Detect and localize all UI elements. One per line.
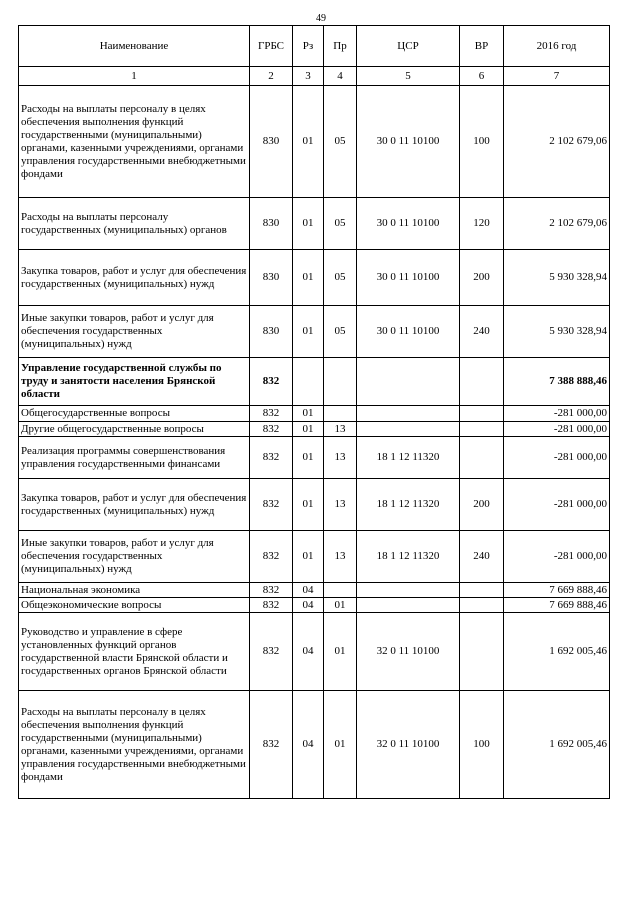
row-grbs: 832	[250, 422, 293, 437]
row-name: Расходы на выплаты персоналу государственных (муниципальных) органов	[19, 198, 250, 250]
row-pr: 13	[324, 479, 357, 531]
row-name: Управление государственной службы по труду и занятости населения Брянской области	[19, 358, 250, 406]
row-csr: 32 0 11 10100	[357, 613, 460, 691]
header-grbs: ГРБС	[250, 26, 293, 67]
table-row	[19, 198, 610, 250]
row-pr: 01	[324, 613, 357, 691]
row-vr: 240	[460, 531, 504, 583]
table-row	[19, 598, 610, 613]
column-number-row	[19, 67, 610, 86]
row-pr	[324, 406, 357, 422]
table-row	[19, 250, 610, 306]
row-csr: 18 1 12 11320	[357, 437, 460, 479]
row-rz: 01	[293, 306, 324, 358]
table-row	[19, 531, 610, 583]
row-vr	[460, 406, 504, 422]
row-rz: 04	[293, 691, 324, 799]
row-amount: -281 000,00	[504, 479, 610, 531]
row-amount: -281 000,00	[504, 406, 610, 422]
row-vr	[460, 613, 504, 691]
column-number: 1	[19, 67, 250, 86]
row-pr: 05	[324, 86, 357, 198]
row-pr: 13	[324, 437, 357, 479]
row-name: Общегосударственные вопросы	[19, 406, 250, 422]
row-grbs: 830	[250, 306, 293, 358]
row-grbs: 832	[250, 406, 293, 422]
row-name: Закупка товаров, работ и услуг для обеспечения государственных (муниципальных) нужд	[19, 250, 250, 306]
table-row	[19, 406, 610, 422]
row-grbs: 830	[250, 198, 293, 250]
column-number: 7	[504, 67, 610, 86]
row-pr: 05	[324, 306, 357, 358]
row-grbs: 832	[250, 598, 293, 613]
row-pr: 13	[324, 531, 357, 583]
row-amount: 7 669 888,46	[504, 583, 610, 598]
row-vr	[460, 583, 504, 598]
row-vr: 100	[460, 86, 504, 198]
row-name: Руководство и управление в сфере установленных функций органов государственной власти Брянской области и государственных органов Брянской области	[19, 613, 250, 691]
row-amount: 5 930 328,94	[504, 306, 610, 358]
header-row	[19, 26, 610, 67]
header-csr: ЦСР	[357, 26, 460, 67]
page-number: 49	[316, 13, 326, 24]
row-name: Общеэкономические вопросы	[19, 598, 250, 613]
table-row	[19, 613, 610, 691]
row-grbs: 832	[250, 437, 293, 479]
row-csr	[357, 422, 460, 437]
row-amount: 7 669 888,46	[504, 598, 610, 613]
table-row	[19, 479, 610, 531]
row-amount: 5 930 328,94	[504, 250, 610, 306]
header-year: 2016 год	[504, 26, 610, 67]
row-name: Иные закупки товаров, работ и услуг для обеспечения государственных (муниципальных) нужд	[19, 306, 250, 358]
row-name: Национальная экономика	[19, 583, 250, 598]
row-amount: -281 000,00	[504, 422, 610, 437]
table-row	[19, 691, 610, 799]
row-csr: 30 0 11 10100	[357, 306, 460, 358]
row-amount: -281 000,00	[504, 531, 610, 583]
table-row	[19, 422, 610, 437]
column-number: 4	[324, 67, 357, 86]
row-grbs: 832	[250, 691, 293, 799]
column-number: 6	[460, 67, 504, 86]
row-vr	[460, 358, 504, 406]
row-csr	[357, 598, 460, 613]
budget-table	[18, 25, 610, 799]
row-grbs: 832	[250, 479, 293, 531]
row-pr: 01	[324, 598, 357, 613]
row-name: Другие общегосударственные вопросы	[19, 422, 250, 437]
row-rz: 04	[293, 613, 324, 691]
row-vr: 200	[460, 479, 504, 531]
row-rz: 01	[293, 86, 324, 198]
row-rz: 04	[293, 583, 324, 598]
row-rz: 01	[293, 198, 324, 250]
header-name: Наименование	[19, 26, 250, 67]
row-vr: 200	[460, 250, 504, 306]
row-csr: 30 0 11 10100	[357, 250, 460, 306]
header-pr: Пр	[324, 26, 357, 67]
row-grbs: 830	[250, 86, 293, 198]
row-amount: -281 000,00	[504, 437, 610, 479]
row-pr: 01	[324, 691, 357, 799]
row-csr: 18 1 12 11320	[357, 479, 460, 531]
table-row	[19, 306, 610, 358]
row-rz: 01	[293, 479, 324, 531]
table-row	[19, 583, 610, 598]
row-csr: 30 0 11 10100	[357, 86, 460, 198]
row-name: Расходы на выплаты персоналу в целях обеспечения выполнения функций государственными (муниципальными) органами, казенными учреждениями, органами управления государственными внебюджетными фондами	[19, 86, 250, 198]
row-csr	[357, 583, 460, 598]
row-csr: 18 1 12 11320	[357, 531, 460, 583]
table-row	[19, 437, 610, 479]
row-grbs: 832	[250, 531, 293, 583]
row-vr	[460, 422, 504, 437]
row-csr	[357, 358, 460, 406]
row-name: Расходы на выплаты персоналу в целях обеспечения выполнения функций государственными (муниципальными) органами, казенными учреждениями, органами управления государственными внебюджетными фондами	[19, 691, 250, 799]
column-number: 5	[357, 67, 460, 86]
row-name: Закупка товаров, работ и услуг для обеспечения государственных (муниципальных) нужд	[19, 479, 250, 531]
row-vr	[460, 437, 504, 479]
row-rz: 04	[293, 598, 324, 613]
row-vr: 120	[460, 198, 504, 250]
row-pr: 05	[324, 250, 357, 306]
table-row	[19, 358, 610, 406]
row-grbs: 832	[250, 583, 293, 598]
row-name: Реализация программы совершенствования управления государственными финансами	[19, 437, 250, 479]
table-row	[19, 86, 610, 198]
row-amount: 1 692 005,46	[504, 691, 610, 799]
row-amount: 2 102 679,06	[504, 86, 610, 198]
header-rz: Рз	[293, 26, 324, 67]
row-vr	[460, 598, 504, 613]
row-rz	[293, 358, 324, 406]
row-vr: 240	[460, 306, 504, 358]
row-rz: 01	[293, 250, 324, 306]
row-rz: 01	[293, 437, 324, 479]
row-csr: 30 0 11 10100	[357, 198, 460, 250]
row-amount: 1 692 005,46	[504, 613, 610, 691]
column-number: 2	[250, 67, 293, 86]
row-grbs: 832	[250, 613, 293, 691]
row-pr: 13	[324, 422, 357, 437]
row-grbs: 832	[250, 358, 293, 406]
row-csr: 32 0 11 10100	[357, 691, 460, 799]
row-amount: 7 388 888,46	[504, 358, 610, 406]
row-pr: 05	[324, 198, 357, 250]
column-number: 3	[293, 67, 324, 86]
row-pr	[324, 358, 357, 406]
row-csr	[357, 406, 460, 422]
row-vr: 100	[460, 691, 504, 799]
row-rz: 01	[293, 422, 324, 437]
row-rz: 01	[293, 406, 324, 422]
table-body	[19, 86, 610, 799]
row-name: Иные закупки товаров, работ и услуг для обеспечения государственных (муниципальных) нужд	[19, 531, 250, 583]
row-grbs: 830	[250, 250, 293, 306]
header-vr: ВР	[460, 26, 504, 67]
row-amount: 2 102 679,06	[504, 198, 610, 250]
row-rz: 01	[293, 531, 324, 583]
row-pr	[324, 583, 357, 598]
